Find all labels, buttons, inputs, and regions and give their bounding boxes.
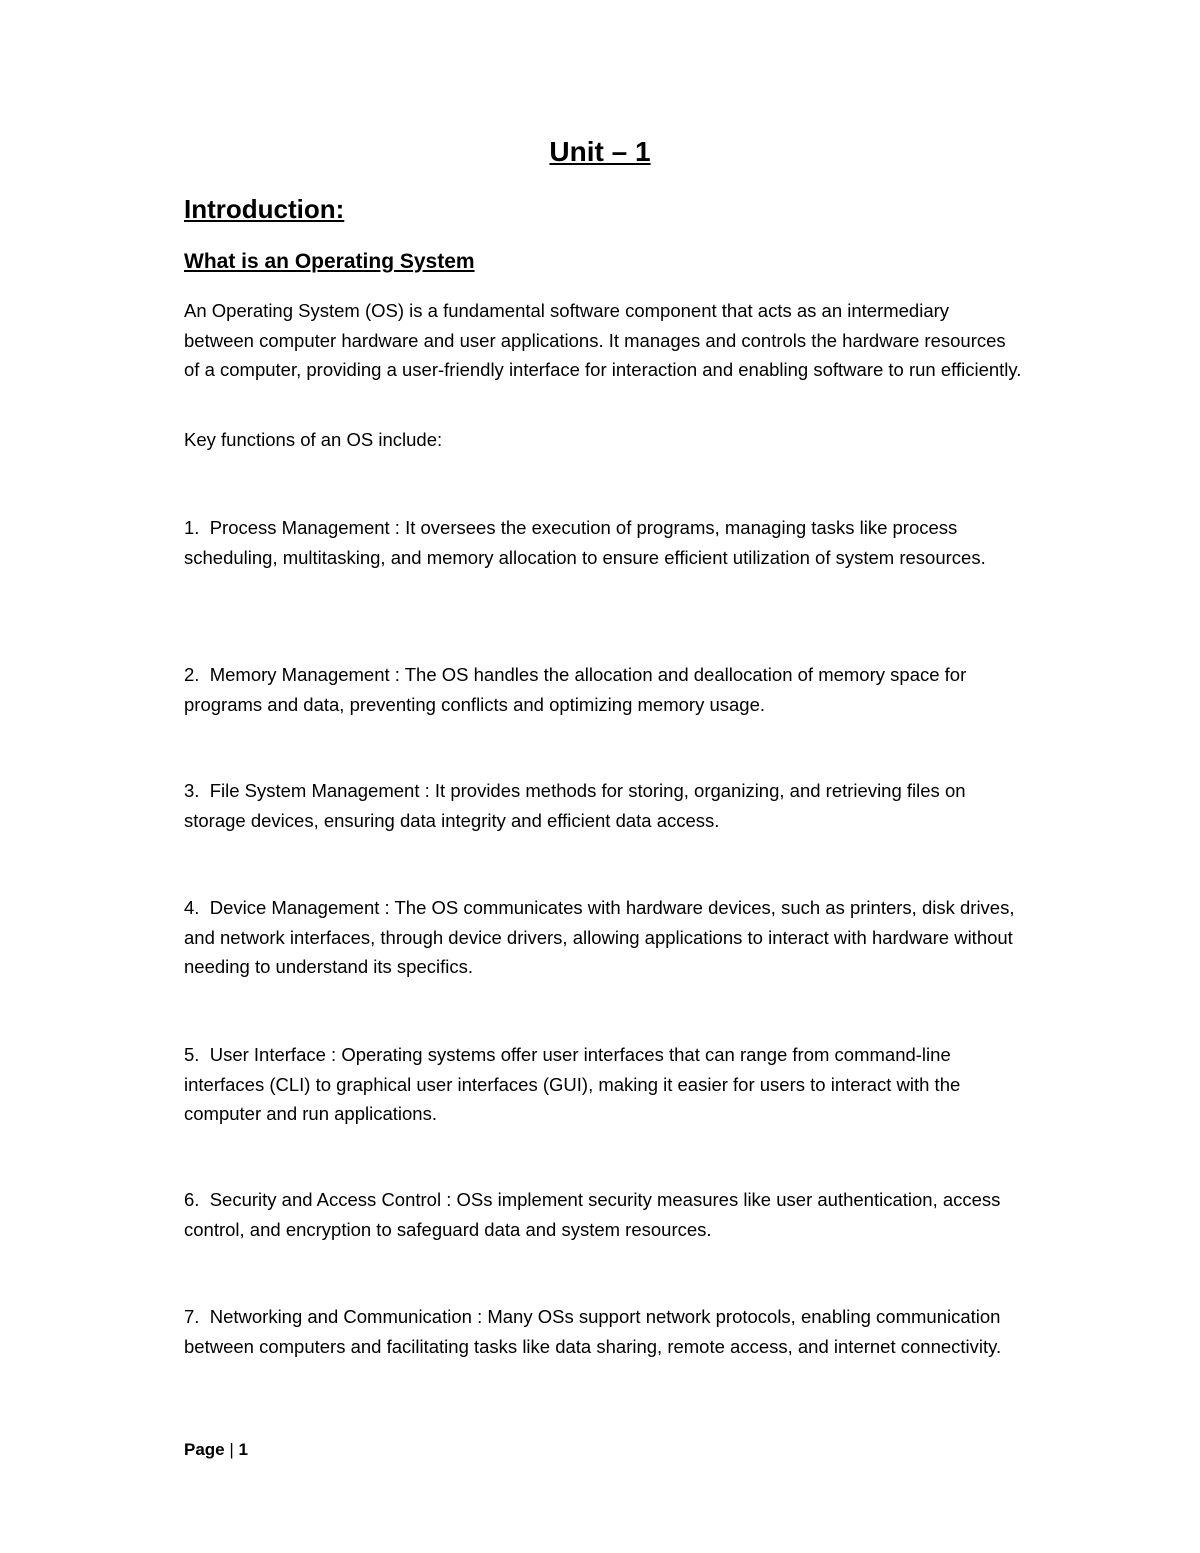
list-item-name: User Interface bbox=[209, 1044, 326, 1065]
list-item-number: 7. bbox=[184, 1306, 200, 1327]
list-item-name: Device Management bbox=[209, 897, 380, 918]
list-item-description: It oversees the execution of programs, managing tasks like process scheduling, multitasking, and memory allocation to ensure efficient utilization of system resources. bbox=[184, 517, 986, 568]
footer-separator: | bbox=[229, 1440, 234, 1459]
list-item-description: The OS handles the allocation and deallocation of memory space for programs and data, preventing conflicts and optimizing memory usage. bbox=[184, 664, 967, 715]
list-item-description: It provides methods for storing, organizing, and retrieving files on storage devices, ensuring data integrity and efficient data access. bbox=[184, 780, 966, 831]
key-functions-intro: Key functions of an OS include: bbox=[184, 429, 443, 450]
page-footer bbox=[184, 1440, 248, 1460]
list-item: 7. Networking and Communication : Many OSs support network protocols, enabling communication between computers and facilitating tasks like data sharing, remote access, and internet connectivity. bbox=[184, 1306, 1002, 1357]
unit-title: Unit – 1 bbox=[549, 136, 651, 167]
list-item: 5. User Interface : Operating systems offer user interfaces that can range from command-line interfaces (CLI) to graphical user interfaces (GUI), making it easier for users to interact with the computer and run applications. bbox=[184, 1044, 961, 1124]
list-item-description: Many OSs support network protocols, enabling communication between computers and facilitating tasks like data sharing, remote access, and internet connectivity. bbox=[184, 1306, 1002, 1357]
list-item-number: 4. bbox=[184, 897, 200, 918]
section-heading: Introduction: bbox=[184, 194, 345, 224]
list-item-number: 1. bbox=[184, 517, 200, 538]
footer-page-label: Page bbox=[184, 1440, 225, 1459]
list-item: 2. Memory Management : The OS handles the allocation and deallocation of memory space for programs and data, preventing conflicts and optimizing memory usage. bbox=[184, 664, 967, 715]
list-item-name: Networking and Communication bbox=[209, 1306, 472, 1327]
list-item-number: 5. bbox=[184, 1044, 200, 1065]
list-item-number: 6. bbox=[184, 1189, 200, 1210]
list-item-number: 2. bbox=[184, 664, 200, 685]
list-item: 1. Process Management : It oversees the execution of programs, managing tasks like process scheduling, multitasking, and memory allocation to ensure efficient utilization of system resources. bbox=[184, 517, 986, 568]
list-item-name: Security and Access Control bbox=[209, 1189, 442, 1210]
list-item-number: 3. bbox=[184, 780, 200, 801]
list-item-description: OSs implement security measures like user authentication, access control, and encryption to safeguard data and system resources. bbox=[184, 1189, 1001, 1240]
intro-paragraph: An Operating System (OS) is a fundamental software component that acts as an intermediary between computer hardware and user applications. It manages and controls the hardware resources of a computer, providing a user-friendly interface for interaction and enabling software to run efficiently. bbox=[184, 300, 1022, 380]
list-item-name: Memory Management bbox=[209, 664, 390, 685]
list-item: 6. Security and Access Control : OSs implement security measures like user authentication, access control, and encryption to safeguard data and system resources. bbox=[184, 1189, 1001, 1240]
list-item-description: Operating systems offer user interfaces that can range from command-line interfaces (CLI) to graphical user interfaces (GUI), making it easier for users to interact with the computer and run applications. bbox=[184, 1044, 961, 1124]
list-item-name: Process Management bbox=[209, 517, 390, 538]
list-item-description: The OS communicates with hardware devices, such as printers, disk drives, and network interfaces, through device drivers, allowing applications to interact with hardware without needing to understand its specifics. bbox=[184, 897, 1015, 977]
list-item: 3. File System Management : It provides methods for storing, organizing, and retrieving files on storage devices, ensuring data integrity and efficient data access. bbox=[184, 780, 966, 831]
subheading: What is an Operating System bbox=[184, 250, 475, 273]
list-item-name: File System Management bbox=[209, 780, 420, 801]
footer-page-number: 1 bbox=[238, 1440, 248, 1459]
list-item: 4. Device Management : The OS communicates with hardware devices, such as printers, disk drives, and network interfaces, through device drivers, allowing applications to interact with hardware without needing to understand its specifics. bbox=[184, 897, 1015, 977]
